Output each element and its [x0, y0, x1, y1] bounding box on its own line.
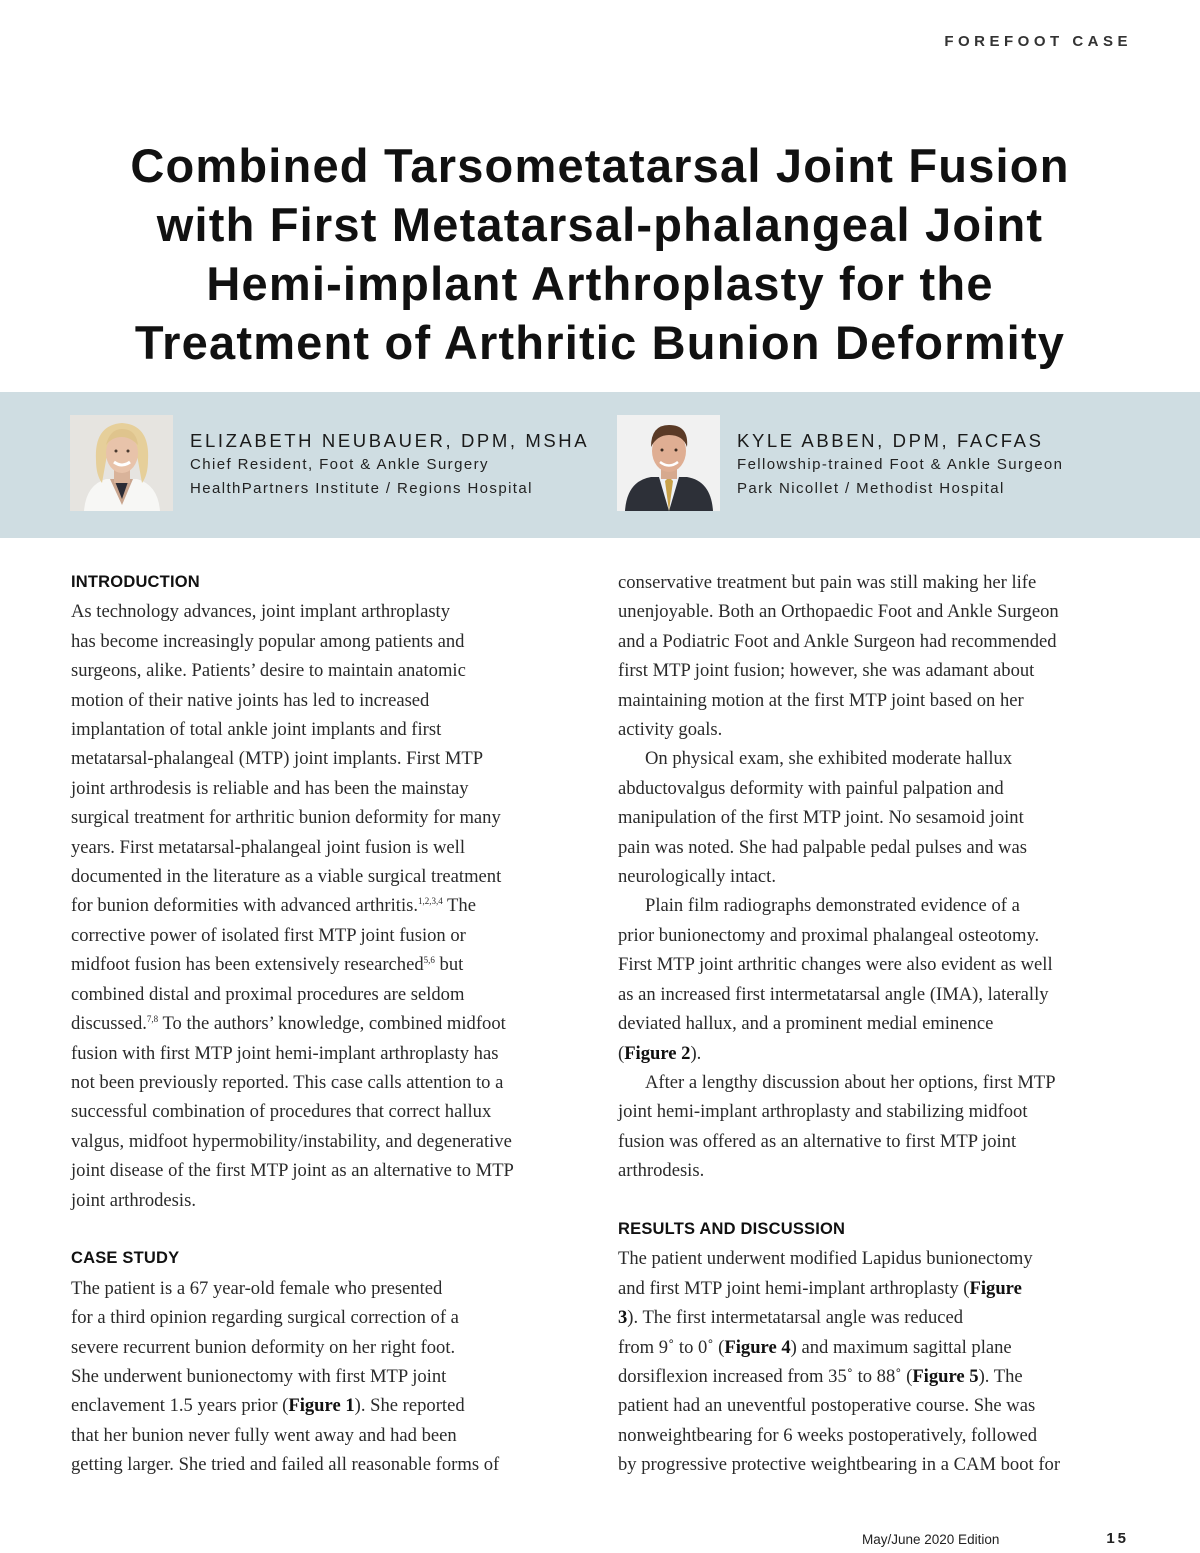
author-role: Chief Resident, Foot & Ankle Surgery: [190, 456, 489, 473]
text-line: by progressive protective weightbearing in a CAM boot for: [618, 1454, 1061, 1476]
author-institution: HealthPartners Institute / Regions Hospital: [190, 480, 533, 497]
text-line: neurologically intact.: [618, 866, 776, 888]
text-line: conservative treatment but pain was still making her life: [618, 572, 1037, 593]
text-line: pain was noted. She had palpable pedal pulses and was: [618, 836, 1027, 858]
text-line: [618, 1362, 1133, 1391]
text-line: manipulation of the first MTP joint. No sesamoid joint: [618, 807, 1024, 829]
text-line: arthrodesis.: [618, 1160, 705, 1182]
citation: 5,6: [423, 955, 435, 966]
text-line: joint disease of the first MTP joint as an alternative to MTP: [71, 1160, 514, 1182]
text-line: unenjoyable. Both an Orthopaedic Foot and Ankle Surgeon: [618, 601, 1059, 623]
text-line: After a lengthy discussion about her options, first MTP: [645, 1071, 1056, 1093]
text-line: fusion was offered as an alternative to first MTP joint: [618, 1130, 1017, 1152]
section-heading-case-study: CASE STUDY: [71, 1249, 180, 1268]
figure-reference: Figure: [969, 1277, 1022, 1299]
text-line: [71, 1009, 586, 1038]
text-line: combined distal and proximal procedures are seldom: [71, 983, 465, 1005]
text-segment: ). She reported: [354, 1395, 465, 1417]
author-info: [737, 429, 1200, 501]
title-line: Combined Tarsometatarsal Joint Fusion: [130, 139, 1070, 192]
text-line: years. First metatarsal-phalangeal joint fusion is well: [71, 836, 465, 858]
text-line: getting larger. She tried and failed all reasonable forms of: [71, 1454, 500, 1476]
text-line: deviated hallux, and a prominent medial eminence: [618, 1013, 994, 1035]
spacer: [618, 1186, 1133, 1215]
text-line: activity goals.: [618, 719, 723, 741]
text-segment: midfoot fusion has been extensively researched: [71, 954, 424, 976]
text-line: fusion with first MTP joint hemi-implant arthroplasty has: [71, 1042, 499, 1064]
text-segment: ). The first intermetatarsal angle was reduced: [627, 1307, 964, 1329]
title-line: Treatment of Arthritic Bunion Deformity: [134, 316, 1066, 369]
figure-reference: Figure 5: [912, 1365, 979, 1387]
text-line: [618, 1039, 1133, 1068]
text-line: implantation of total ankle joint implants and first: [71, 719, 442, 741]
text-line: abductovalgus deformity with painful palpation and: [618, 777, 1004, 799]
text-line: as an increased first intermetatarsal angle (IMA), laterally: [618, 983, 1049, 1005]
citation: 7,8: [146, 1014, 159, 1025]
text-line: The patient is a 67 year-old female who presented: [71, 1277, 443, 1299]
text-segment: for bunion deformities with advanced arthritis.: [71, 895, 418, 917]
title-line: with First Metatarsal-phalangeal Joint: [156, 198, 1044, 251]
text-line: [618, 1274, 1133, 1303]
text-line: First MTP joint arthritic changes were also evident as well: [618, 954, 1053, 976]
text-line: surgical treatment for arthritic bunion deformity for many: [71, 807, 501, 829]
figure-reference: Figure 1: [288, 1395, 355, 1417]
text-line: has become increasingly popular among patients and: [71, 630, 465, 652]
text-line: prior bunionectomy and proximal phalangeal osteotomy.: [618, 924, 1040, 946]
figure-reference: 3: [618, 1307, 628, 1329]
text-line: first MTP joint fusion; however, she was adamant about: [618, 660, 1035, 682]
author-photo-abben: [617, 415, 720, 511]
author-info: [190, 429, 660, 501]
left-column: [71, 568, 586, 1480]
text-line: not been previously reported. This case calls attention to a: [71, 1071, 504, 1093]
title-line: Hemi-implant Arthroplasty for the: [206, 257, 994, 310]
figure-reference: Figure 4: [724, 1336, 791, 1358]
text-line: [71, 950, 586, 979]
text-line: [618, 1333, 1133, 1362]
text-line: and a Podiatric Foot and Ankle Surgeon had recommended: [618, 630, 1057, 652]
author-institution: Park Nicollet / Methodist Hospital: [737, 480, 1005, 497]
text-line: documented in the literature as a viable surgical treatment: [71, 866, 502, 888]
text-line: As technology advances, joint implant arthroplasty: [71, 601, 451, 623]
author-name: ELIZABETH NEUBAUER, DPM, MSHA: [190, 430, 590, 451]
citation: 1,2,3,4: [418, 896, 443, 907]
footer-edition: May/June 2020 Edition: [862, 1532, 1000, 1547]
text-segment: ). The: [978, 1365, 1023, 1387]
text-line: corrective power of isolated first MTP joint fusion or: [71, 924, 466, 946]
author-band: [0, 392, 1200, 538]
text-segment: discussed.: [71, 1013, 147, 1035]
text-line: The patient underwent modified Lapidus bunionectomy: [618, 1248, 1033, 1270]
text-line: metatarsal-phalangeal (MTP) joint implants. First MTP: [71, 748, 484, 770]
text-line: Plain film radiographs demonstrated evidence of a: [645, 895, 1020, 917]
text-line: nonweightbearing for 6 weeks postoperatively, followed: [618, 1424, 1038, 1446]
author-role: Fellowship-trained Foot & Ankle Surgeon: [737, 456, 1064, 473]
text-line: severe recurrent bunion deformity on her right foot.: [71, 1336, 456, 1358]
text-line: [71, 1391, 586, 1420]
text-line: joint hemi-implant arthroplasty and stabilizing midfoot: [618, 1101, 1028, 1123]
text-line: joint arthrodesis is reliable and has been the mainstay: [71, 777, 469, 799]
right-column: [618, 568, 1133, 1480]
text-line: joint arthrodesis.: [71, 1189, 196, 1211]
text-segment: but: [434, 954, 464, 976]
text-segment: To the authors’ knowledge, combined midfoot: [158, 1013, 506, 1035]
page-number: 15: [1106, 1530, 1129, 1547]
text-line: surgeons, alike. Patients’ desire to maintain anatomic: [71, 660, 466, 682]
text-line: valgus, midfoot hypermobility/instability, and degenerative: [71, 1130, 512, 1152]
author-name: KYLE ABBEN, DPM, FACFAS: [737, 430, 1044, 451]
text-line: that her bunion never fully went away and had been: [71, 1424, 457, 1446]
author-photo-neubauer: [70, 415, 173, 511]
figure-reference: Figure 2: [624, 1042, 691, 1064]
text-line: motion of their native joints has led to increased: [71, 689, 430, 711]
section-tag: FOREFOOT CASE: [944, 33, 1132, 50]
text-segment: The: [442, 895, 476, 917]
spacer: [71, 1215, 586, 1244]
text-segment: enclavement 1.5 years prior (: [71, 1395, 289, 1417]
text-line: successful combination of procedures that correct hallux: [71, 1101, 492, 1123]
text-line: She underwent bunionectomy with first MTP joint: [71, 1365, 447, 1387]
text-segment: ).: [690, 1042, 702, 1064]
article-title: [60, 136, 1140, 372]
text-line: patient had an uneventful postoperative course. She was: [618, 1395, 1036, 1417]
text-segment: and first MTP joint hemi-implant arthroplasty (: [618, 1277, 970, 1299]
section-heading-introduction: INTRODUCTION: [71, 573, 200, 591]
text-line: [618, 1303, 1133, 1332]
text-segment: dorsiflexion increased from 35˚ to 88˚ (: [618, 1365, 913, 1387]
text-segment: ) and maximum sagittal plane: [790, 1336, 1012, 1358]
text-line: for a third opinion regarding surgical correction of a: [71, 1307, 459, 1329]
text-line: [71, 891, 586, 920]
text-line: maintaining motion at the first MTP joint based on her: [618, 689, 1024, 711]
text-segment: (: [618, 1042, 625, 1064]
text-segment: from 9˚ to 0˚ (: [618, 1336, 725, 1358]
section-heading-results: RESULTS AND DISCUSSION: [618, 1219, 846, 1238]
text-line: On physical exam, she exhibited moderate hallux: [645, 748, 1013, 770]
